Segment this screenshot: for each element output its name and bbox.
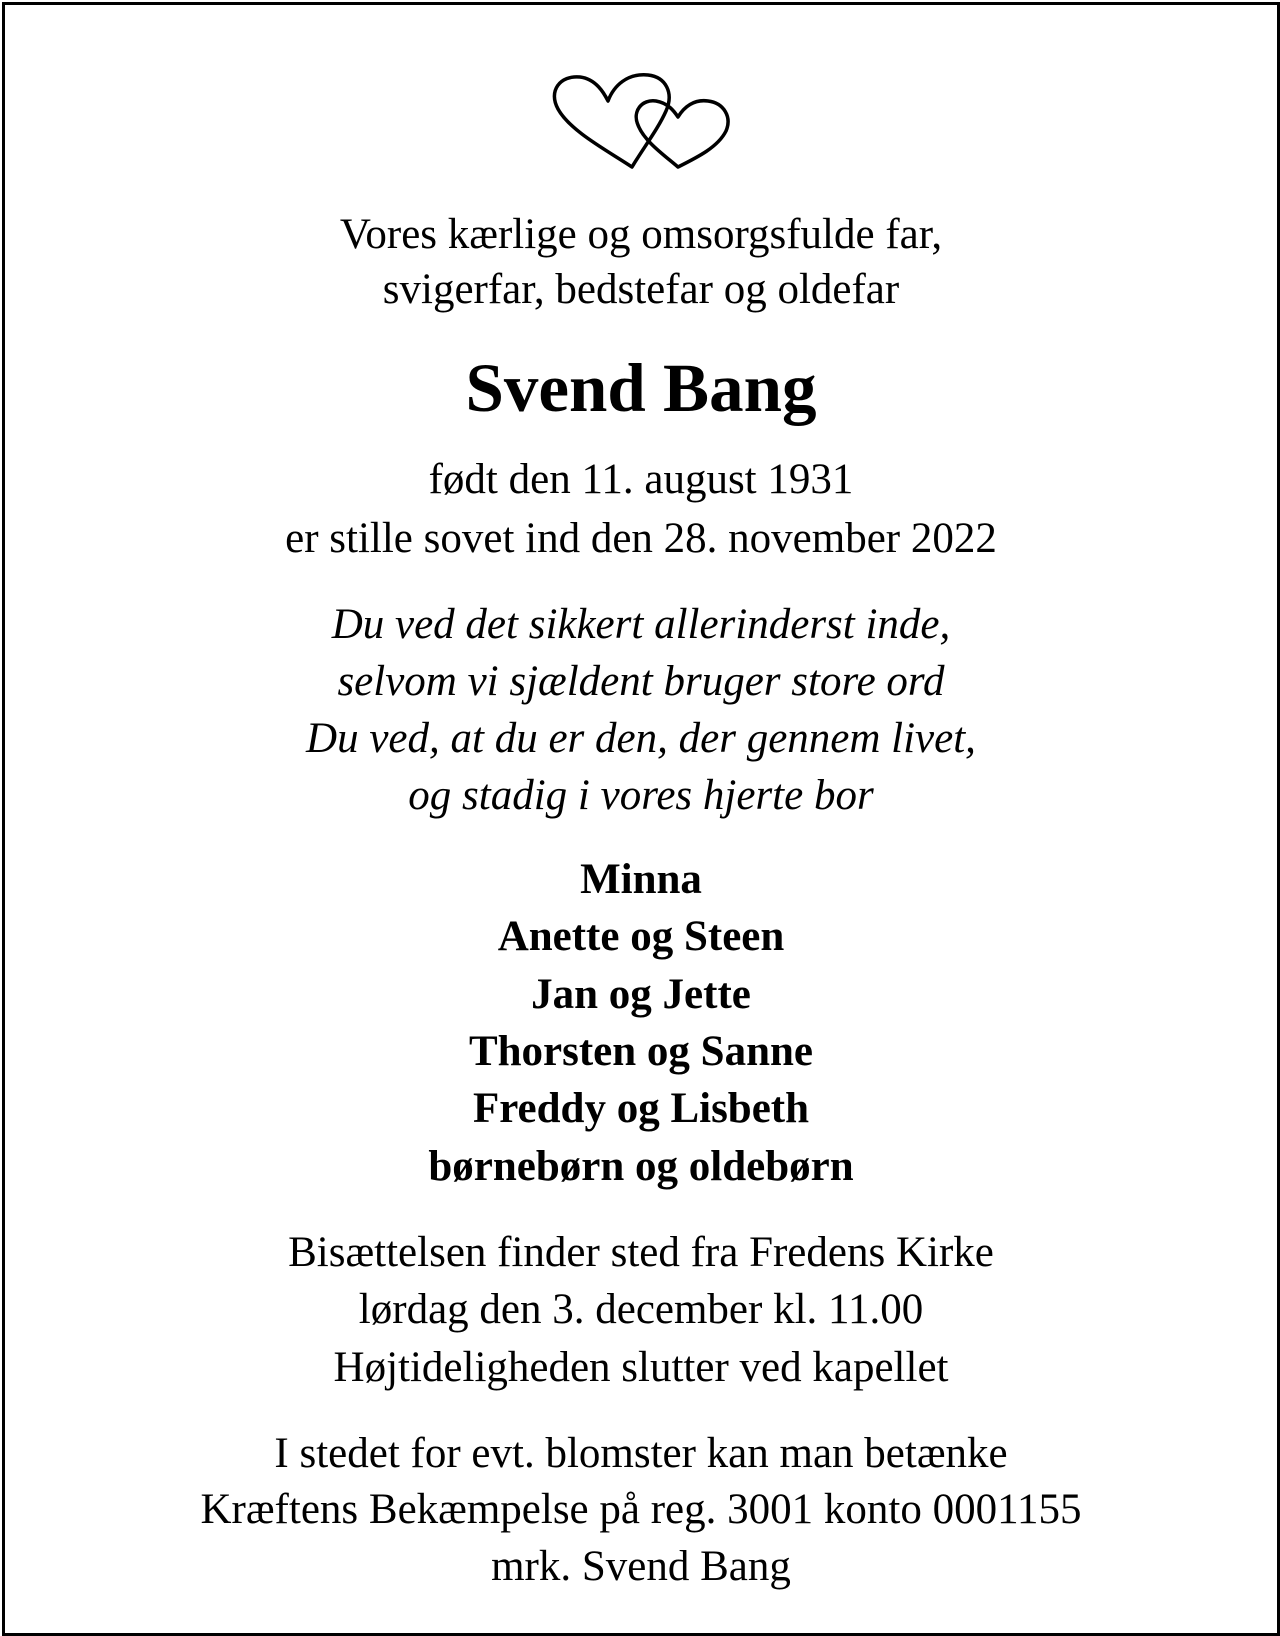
donation-line: I stedet for evt. blomster kan man betænke — [274, 1430, 1008, 1477]
family-member: Freddy og Lisbeth — [472, 1085, 810, 1132]
verse-line: selvom vi sjældent bruger store ord — [337, 658, 945, 705]
intro-line: svigerfar, bedstefar og oldefar — [382, 266, 900, 313]
deceased-name: Svend Bang — [465, 350, 817, 426]
funeral-line: Bisættelsen finder sted fra Fredens Kirke — [288, 1229, 994, 1276]
family-member: børnebørn og oldebørn — [428, 1143, 854, 1190]
birth-date-line: født den 11. august 1931 — [428, 456, 854, 503]
funeral-line: lørdag den 3. december kl. 11.00 — [358, 1286, 924, 1333]
donation-line: mrk. Svend Bang — [491, 1543, 791, 1590]
family-member: Thorsten og Sanne — [468, 1028, 814, 1075]
verse-line: Du ved, at du er den, der gennem livet, — [306, 715, 976, 762]
verse-line: Du ved det sikkert allerinderst inde, — [331, 601, 951, 648]
intro-line: Vores kærlige og omsorgsfulde far, — [339, 211, 943, 258]
death-date-line: er stille sovet ind den 28. november 2022 — [285, 515, 997, 562]
family-member: Jan og Jette — [531, 971, 751, 1018]
obituary-notice — [2, 2, 1280, 1636]
family-member: Anette og Steen — [497, 913, 785, 960]
family-member: Minna — [580, 856, 702, 903]
donation-line: Kræftens Bekæmpelse på reg. 3001 konto 0001155 — [200, 1486, 1082, 1533]
verse-line: og stadig i vores hjerte bor — [408, 772, 874, 819]
two-hearts-icon — [548, 69, 740, 173]
funeral-line: Højtideligheden slutter ved kapellet — [333, 1344, 949, 1391]
